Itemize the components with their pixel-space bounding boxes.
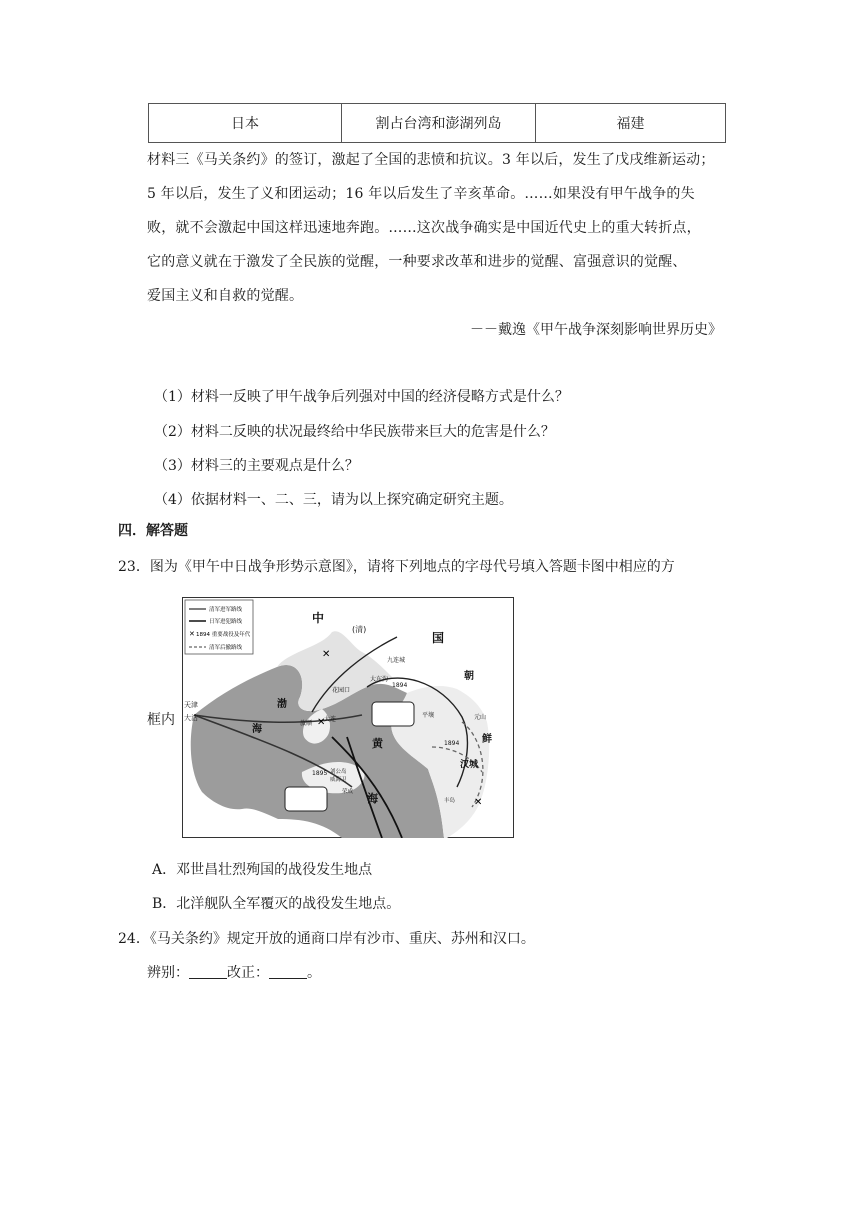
label-hai2: 海 xyxy=(367,792,378,805)
answer-table xyxy=(148,103,726,143)
battle-marker-icon: ✕ xyxy=(322,649,331,660)
label-dagu: 大沽 xyxy=(184,714,198,722)
material3-line-2: 5 年以后，发生了义和团运动；16 年以后发生了辛亥革命。……如果没有甲午战争的失 xyxy=(147,186,695,202)
legend-battle-icon: ✕ xyxy=(189,630,195,638)
answer-box-2 xyxy=(285,787,327,811)
judge-label: 辨别： xyxy=(147,965,189,981)
label-weihai: 威海卫 xyxy=(330,777,347,783)
label-year-1894-a: 1894 xyxy=(392,682,408,689)
war-situation-map xyxy=(182,597,514,838)
section-heading: 四．解答题 xyxy=(118,523,188,539)
question-24-answer xyxy=(147,962,321,982)
table-row xyxy=(149,104,726,143)
label-hai1: 海 xyxy=(252,724,262,735)
question-24-text: 24．《马关条约》规定开放的通商口岸有沙市、重庆、苏州和汉口。 xyxy=(118,931,535,947)
label-dalian: 大连 xyxy=(324,716,337,723)
label-guo: 国 xyxy=(432,631,445,645)
label-huang: 黄 xyxy=(372,737,383,750)
battle-marker-icon: ✕ xyxy=(317,717,326,728)
question-4: （4）依据材料一、二、三，请为以上探究确定研究主题。 xyxy=(154,492,513,508)
label-year-1894-b: 1894 xyxy=(444,740,460,747)
question-3: （3）材料三的主要观点是什么？ xyxy=(154,458,359,474)
answer-end: 。 xyxy=(307,965,321,981)
label-tianjin: 天津 xyxy=(184,701,198,709)
label-jiulian: 九连城 xyxy=(387,657,406,664)
label-qing: (清) xyxy=(352,625,367,634)
answer-box-1 xyxy=(372,702,414,726)
correct-label: 改正： xyxy=(227,965,269,981)
question-23-text: 23．图为《甲午中日战争形势示意图》，请将下列地点的字母代号填入答题卡图中相应的方 xyxy=(118,559,675,575)
option-b: B．北洋舰队全军覆灭的战役发生地点。 xyxy=(152,896,401,912)
question-23-tail: 框内 xyxy=(147,712,175,728)
label-chao: 朝 xyxy=(464,671,474,682)
label-year-1895: 1895 xyxy=(312,770,328,777)
battle-marker-icon: ✕ xyxy=(474,797,483,808)
material3-paragraph xyxy=(147,145,732,311)
question-1: （1）材料一反映了甲午战争后列强对中国的经济侵略方式是什么？ xyxy=(154,389,569,405)
legend-japan-advance: 日军进犯路线 xyxy=(209,619,243,625)
label-pingrang: 平壤 xyxy=(422,712,435,719)
label-hancheng: 汉城 xyxy=(460,760,479,770)
label-yuanshan: 元山 xyxy=(474,714,487,721)
label-rongcheng: 荣成 xyxy=(342,789,354,795)
label-huayuankou: 花园口 xyxy=(332,687,351,694)
option-a: A．邓世昌壮烈殉国的战役发生地点 xyxy=(152,862,373,878)
material3-source: －－戴逸《甲午战争深刻影响世界历史》 xyxy=(470,322,722,338)
correct-blank[interactable] xyxy=(269,964,307,979)
legend-qing-retreat: 清军后撤路线 xyxy=(209,645,243,651)
label-lushun: 旅顺 xyxy=(300,720,313,727)
table-cell-country: 日本 xyxy=(149,104,342,143)
material3-line-5: 爱国主义和自救的觉醒。 xyxy=(147,288,304,304)
table-cell-territory: 割占台湾和澎湖列岛 xyxy=(342,104,536,143)
label-bo: 渤 xyxy=(277,699,287,710)
material3-line-1: 材料三《马关条约》的签订，激起了全国的悲愤和抗议。3 年以后，发生了戊戌维新运动； xyxy=(147,152,715,168)
judge-blank[interactable] xyxy=(189,964,227,979)
label-xian: 鲜 xyxy=(482,734,492,745)
label-liugong: 刘公岛 xyxy=(330,769,347,775)
material3-line-4: 它的意义就在于激发了全民族的觉醒，一种要求改革和进步的觉醒、富强意识的觉醒、 xyxy=(147,254,687,270)
legend-battle: 1894 重要战役及年代 xyxy=(196,632,251,638)
label-dadonggou: 大东沟 xyxy=(370,676,389,683)
material3-line-3: 败，就不会激起中国这样迅速地奔跑。……这次战争确实是中国近代史上的重大转折点， xyxy=(147,220,701,236)
legend-qing-advance: 清军进军路线 xyxy=(209,607,243,613)
label-fengdao: 丰岛 xyxy=(444,798,456,804)
question-2: （2）材料二反映的状况最终给中华民族带来巨大的危害是什么？ xyxy=(154,424,555,440)
label-zhong: 中 xyxy=(312,611,325,625)
table-cell-sphere: 福建 xyxy=(536,104,726,143)
